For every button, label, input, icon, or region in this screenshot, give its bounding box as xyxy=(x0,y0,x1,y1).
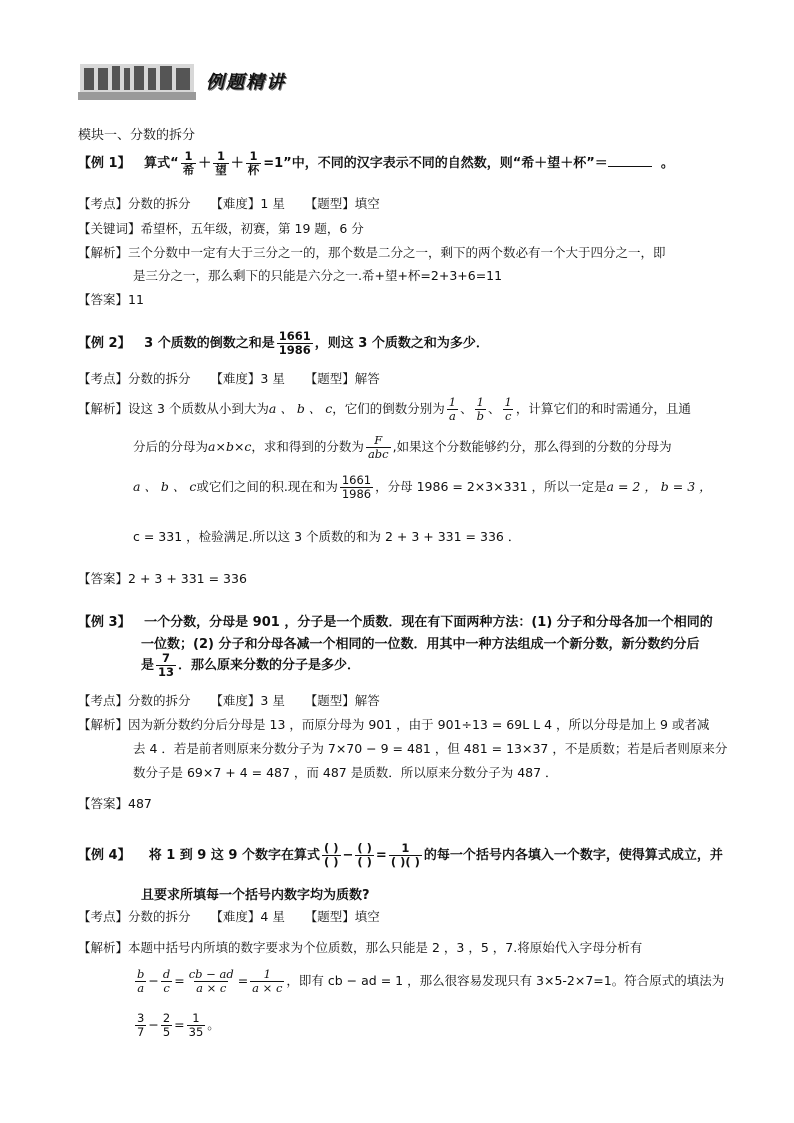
example-1-analysis-line2: 是三分之一，那么剩下的只能是六分之一.希+望+杯=2+3+6=11 xyxy=(133,268,503,283)
example-3-meta: 【考点】分数的拆分 【难度】3 星 【题型】解答 xyxy=(78,693,380,708)
example-1-question: 【例 1】 算式“ $\frac{1}{\text{希}}$ ＋ $\frac{1}{\text{望}}$ ＋ $\frac{1}{\text{杯}}$ =1”中，不同的汉字表示不同的自然数，则“希＋望＋杯”＝ 。 xyxy=(78,149,674,178)
example-1-keyword: 【关键词】希望杯，五年级，初赛，第 19 题，6 分 xyxy=(78,221,364,236)
example-2-analysis-line3: a 、 b 、 c或它们之间的积.现在和为 $\frac{1661}{1986}$ ，分母 1986 = 2×3×331 ，所以一定是a = 2 ， b = 3 ， xyxy=(133,473,712,502)
example-3-question-line3: 是 $\frac{7}{13}$ ．那么原来分数的分子是多少． xyxy=(141,651,361,680)
example-2-analysis-line2: 分后的分母为a×b×c，求和得到的分数为 $\frac{F}{\text{abc}}$ ,如果这个分数能够约分，那么得到的分数的分母为 xyxy=(133,433,672,462)
example-4-question: 【例 4】 将 1 到 9 这 9 个数字在算式 $\frac{( )}{( )}$ − $\frac{( )}{( )}$ = $\frac{1}{( )( )}$ 的每一个括号内各填入一个数字，使得算式成立，并 xyxy=(78,841,723,870)
example-4-question-line2: 且要求所填每一个括号内数字均为质数? xyxy=(141,888,370,903)
example-4-result: $\frac{3}{7}$ − $\frac{2}{5}$ = $\frac{1}{35}$ 。 xyxy=(137,1011,220,1040)
example-1-analysis: 【解析】三个分数中一定有大于三分之一的，那个数是二分之一，剩下的两个数必有一个大于四分之一，即 xyxy=(78,245,666,260)
example-4-meta: 【考点】分数的拆分 【难度】4 星 【题型】填空 xyxy=(78,909,380,924)
example-1-answer: 【答案】11 xyxy=(78,292,144,307)
example-2-analysis-line4: c = 331 ，检验满足.所以这 3 个质数的和为 2 + 3 + 331 = 336 ． xyxy=(133,529,521,544)
example-3-question-line2: 一位数；(2) 分子和分母各减一个相同的一位数．用其中一种方法组成一个新分数，新分数约分后 xyxy=(141,637,700,652)
example-2-question: 【例 2】 3 个质数的倒数之和是 $\frac{1661}{1986}$ ，则这 3 个质数之和为多少． xyxy=(78,329,489,358)
example-3-analysis-line2: 去 4 ．若是前者则原来分数分子为 7×70 − 9 = 481 ，但 481 = 13×37 ，不是质数；若是后者则原来分 xyxy=(133,741,728,756)
example-3-question: 【例 3】 一个分数，分母是 901 ，分子是一个质数．现在有下面两种方法：(1) 分子和分母各加一个相同的 xyxy=(78,615,713,630)
example-3-analysis-line3: 数分子是 69×7 + 4 = 487 ，而 487 是质数．所以原来分数分子为 487 ． xyxy=(133,765,558,780)
example-2-analysis: 【解析】设这 3 个质数从小到大为a 、 b 、 c，它们的倒数分别为 $\frac{1}{a}$ 、 $\frac{1}{b}$ 、 $\frac{1}{c}$ ，计算它们的和时需通分，且通 xyxy=(78,395,691,424)
example-2-meta: 【考点】分数的拆分 【难度】3 星 【题型】解答 xyxy=(78,371,380,386)
header-title: 例题精讲 xyxy=(206,72,286,93)
example-1-meta: 【考点】分数的拆分 【难度】1 星 【题型】填空 xyxy=(78,196,380,211)
example-3-answer: 【答案】487 xyxy=(78,796,152,811)
example-4-analysis: 【解析】本题中括号内所填的数字要求为个位质数，那么只能是 2 ，3 ，5 ，7.将原始代入字母分析有 xyxy=(78,940,643,955)
example-4-analysis-line2: $\frac{b}{a}$ − $\frac{d}{c}$ = $\frac{cb - ad}{a \times c}$ = $\frac{1}{a \times c}$ ，即有 cb − ad = 1 ，那么很容易发现只有 3×5-2×7=1。符合原式的填法为 xyxy=(137,967,725,996)
answer-blank xyxy=(608,154,652,167)
module-title: 模块一、分数的拆分 xyxy=(78,128,196,143)
example-2-answer: 【答案】2 + 3 + 331 = 336 xyxy=(78,571,247,586)
example-3-analysis: 【解析】因为新分数约分后分母是 13 ，而原分母为 901 ，由于 901÷13 = 69L L 4 ，所以分母是加上 9 或者减 xyxy=(78,717,710,732)
header-decoration xyxy=(78,62,196,102)
